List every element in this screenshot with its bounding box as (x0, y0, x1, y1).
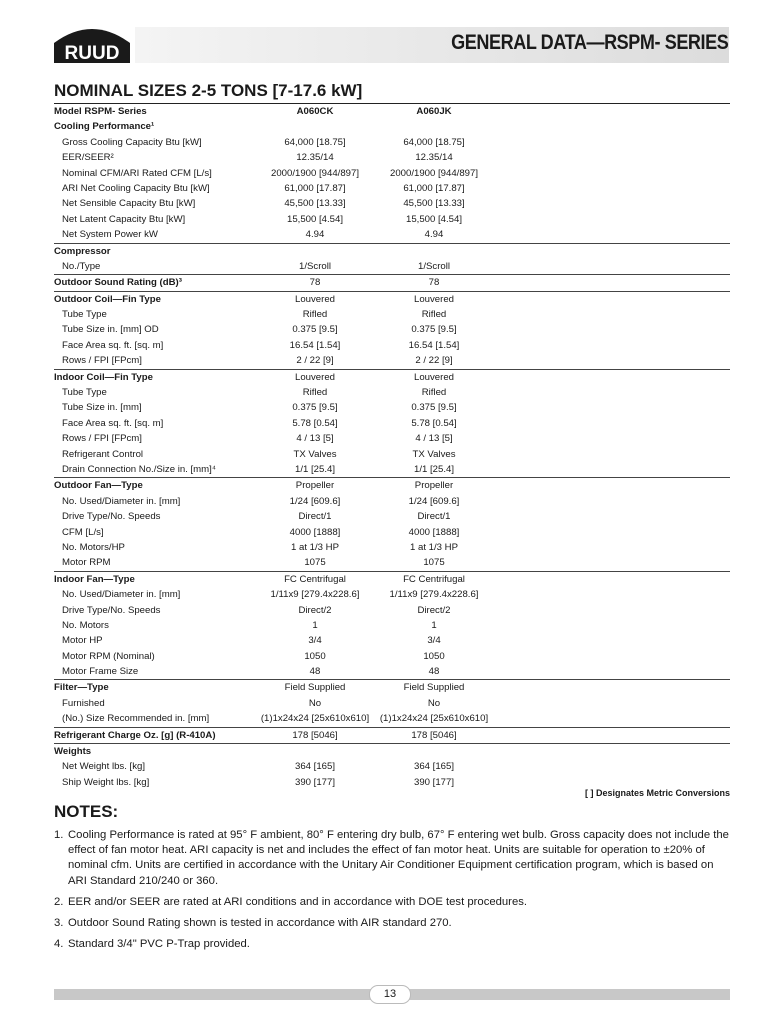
cell-a060ck: 1 (312, 619, 318, 631)
table-row (54, 338, 730, 353)
row-label: Gross Cooling Capacity Btu [kW] (62, 136, 202, 148)
cell-a060jk: FC Centrifugal (403, 573, 465, 585)
cell-a060jk: 45,500 [13.33] (403, 198, 465, 210)
table-row (54, 166, 730, 181)
table-row (54, 353, 730, 368)
cell-a060jk: 364 [165] (413, 761, 454, 773)
table-row (54, 743, 730, 759)
cell-a060jk: TX Valves (412, 448, 456, 460)
row-label: Nominal CFM/ARI Rated CFM [L/s] (62, 167, 212, 179)
table-row (54, 727, 730, 743)
table-row (54, 307, 730, 322)
cell-a060ck: Rifled (302, 309, 328, 321)
row-label: No. Motors (62, 619, 109, 631)
row-label: Motor RPM (Nominal) (62, 650, 155, 662)
row-label: (No.) Size Recommended in. [mm] (62, 713, 210, 725)
cell-a060ck: Field Supplied (284, 682, 346, 694)
cell-a060jk: 1 (431, 619, 437, 631)
cell-a060ck: TX Valves (293, 448, 337, 460)
cell-a060jk: 1/11x9 [279.4x228.6] (389, 589, 479, 601)
cell-a060ck: 64,000 [18.75] (284, 136, 346, 148)
note-text: Standard 3/4" PVC P-Trap provided. (68, 938, 250, 951)
cell-a060ck: 16.54 [1.54] (289, 339, 341, 351)
row-label: Compressor (54, 245, 111, 257)
row-label: Filter—Type (54, 682, 109, 694)
table-row (54, 587, 730, 602)
table-row (54, 259, 730, 274)
row-label: Cooling Performance¹ (54, 121, 155, 133)
section-title: NOMINAL SIZES 2-5 TONS [7-17.6 kW] (54, 81, 363, 100)
cell-a060jk: A060JK (416, 106, 452, 117)
cell-a060jk: 390 [177] (413, 776, 454, 788)
row-label: Tube Type (62, 309, 107, 321)
cell-a060jk: Louvered (413, 293, 454, 305)
cell-a060ck: 364 [165] (294, 761, 335, 773)
cell-a060ck: FC Centrifugal (284, 573, 346, 585)
row-label: Motor HP (62, 635, 103, 647)
cell-a060ck: 178 [5046] (292, 729, 338, 741)
row-label: CFM [L/s] (62, 526, 104, 538)
cell-a060jk: Propeller (414, 480, 454, 492)
cell-a060ck: 3/4 (308, 635, 322, 647)
cell-a060jk: 2000/1900 [944/897] (389, 167, 479, 179)
cell-a060ck: A060CK (296, 106, 334, 117)
row-label: Indoor Coil—Fin Type (54, 371, 153, 383)
note-item (54, 916, 734, 931)
cell-a060ck: 4.94 (305, 229, 325, 241)
table-row (54, 509, 730, 524)
table-row (54, 462, 730, 477)
table-row (54, 618, 730, 633)
ruud-logo (54, 23, 130, 67)
note-text: Outdoor Sound Rating shown is tested in accordance with AIR standard 270. (68, 917, 452, 930)
table-row (54, 711, 730, 726)
row-label: Net Latent Capacity Btu [kW] (62, 213, 186, 225)
cell-a060jk: 1/1 [25.4] (413, 463, 454, 475)
cell-a060ck: 2000/1900 [944/897] (270, 167, 360, 179)
cell-a060jk: 78 (428, 277, 440, 289)
table-row (54, 400, 730, 415)
cell-a060ck: 0.375 [9.5] (292, 402, 338, 414)
cell-a060ck: 15,500 [4.54] (286, 213, 343, 225)
cell-a060jk: 15,500 [4.54] (405, 213, 462, 225)
table-row (54, 212, 730, 227)
row-label: Furnished (62, 697, 105, 709)
row-label: Motor Frame Size (62, 666, 139, 678)
cell-a060jk: 1075 (423, 557, 445, 569)
cell-a060jk: 3/4 (427, 635, 441, 647)
row-label: Tube Type (62, 387, 107, 399)
notes-title: NOTES: (54, 802, 119, 821)
table-row (54, 227, 730, 242)
table-row (54, 477, 730, 493)
note-number: 1. (54, 829, 64, 841)
cell-a060ck: 4 / 13 [5] (296, 433, 334, 445)
metric-conversion-note: [ ] Designates Metric Conversions (584, 788, 730, 798)
row-label: Tube Size in. [mm] OD (62, 324, 159, 336)
cell-a060ck: Louvered (294, 371, 335, 383)
row-label: Motor RPM (62, 557, 111, 569)
cell-a060jk: 1 at 1/3 HP (410, 541, 458, 553)
note-number: 4. (54, 938, 64, 951)
page-title: GENERAL DATA—RSPM- SERIES (450, 31, 728, 54)
table-row (54, 540, 730, 555)
cell-a060jk: 48 (428, 666, 440, 678)
table-row (54, 679, 730, 695)
cell-a060ck: 1075 (304, 557, 326, 569)
table-row (54, 431, 730, 446)
cell-a060jk: Field Supplied (403, 682, 465, 694)
cell-a060ck: 61,000 [17.87] (284, 182, 346, 194)
note-item (54, 895, 734, 910)
table-row (54, 571, 730, 587)
row-label: No. Used/Diameter in. [mm] (62, 495, 181, 507)
cell-a060jk: No (427, 697, 441, 709)
table-row (54, 494, 730, 509)
table-row (54, 664, 730, 679)
table-row (54, 633, 730, 648)
cell-a060jk: 1/24 [609.6] (408, 495, 460, 507)
table-row (54, 322, 730, 337)
cell-a060ck: 390 [177] (294, 776, 335, 788)
note-item (54, 937, 734, 952)
cell-a060jk: 5.78 [0.54] (411, 417, 457, 429)
cell-a060ck: 48 (309, 666, 321, 678)
cell-a060jk: 64,000 [18.75] (403, 136, 465, 148)
cell-a060ck: 0.375 [9.5] (292, 324, 338, 336)
row-label: EER/SEER² (62, 152, 114, 164)
cell-a060jk: Rifled (421, 387, 447, 399)
table-row (54, 274, 730, 290)
table-row (54, 243, 730, 259)
cell-a060ck: 1/24 [609.6] (289, 495, 341, 507)
cell-a060jk: 4.94 (424, 229, 444, 241)
table-row (54, 696, 730, 711)
cell-a060jk: 4000 [1888] (408, 526, 460, 538)
notes-list (54, 828, 734, 958)
row-label: Face Area sq. ft. [sq. m] (62, 339, 164, 351)
table-row (54, 759, 730, 774)
row-label: Indoor Fan—Type (54, 573, 135, 585)
cell-a060jk: 16.54 [1.54] (408, 339, 460, 351)
cell-a060jk: 12.35/14 (415, 152, 453, 164)
spec-table (54, 103, 730, 790)
cell-a060ck: 1/11x9 [279.4x228.6] (270, 589, 360, 601)
note-number: 2. (54, 895, 64, 908)
cell-a060ck: 1/Scroll (299, 260, 331, 272)
table-row (54, 181, 730, 196)
row-label: Drive Type/No. Speeds (62, 604, 161, 616)
row-label: Drain Connection No./Size in. [mm]⁴ (62, 463, 216, 475)
row-label: Net Sensible Capacity Btu [kW] (62, 198, 196, 210)
page-number: 13 (369, 985, 411, 1004)
table-row (54, 416, 730, 431)
cell-a060jk: 4 / 13 [5] (415, 433, 453, 445)
cell-a060ck: No (308, 697, 322, 709)
cell-a060jk: Rifled (421, 309, 447, 321)
cell-a060ck: Direct/1 (298, 511, 332, 523)
note-text: EER and/or SEER are rated at ARI conditions and in accordance with DOE test procedures. (68, 895, 528, 908)
cell-a060ck: 1/1 [25.4] (294, 463, 335, 475)
row-label: Model RSPM- Series (54, 106, 147, 117)
cell-a060ck: Rifled (302, 387, 328, 399)
cell-a060jk: 0.375 [9.5] (411, 324, 457, 336)
note-item (54, 828, 734, 889)
cell-a060ck: 5.78 [0.54] (292, 417, 338, 429)
table-row (54, 385, 730, 400)
cell-a060ck: Direct/2 (298, 604, 332, 616)
note-number: 3. (54, 917, 64, 930)
cell-a060jk: 0.375 [9.5] (411, 402, 457, 414)
note-text: Cooling Performance is rated at 95° F ambient, 80° F entering dry bulb, 67° F entering wet bulb. Gross capacity does not include the effect of fan motor heat. ARI capacity is net and includes the effect of fan motor heat. Units are suitable for operation to ±20% of nominal cfm. Units are certified in accordance with the Unitary Air Conditioner Equipment certification program, which is based on ARI Standard 210/240 or 360. (68, 829, 729, 887)
row-label: No. Used/Diameter in. [mm] (62, 589, 181, 601)
row-label: Face Area sq. ft. [sq. m] (62, 417, 164, 429)
table-row (54, 104, 730, 119)
cell-a060ck: Louvered (294, 293, 335, 305)
cell-a060jk: Direct/1 (417, 511, 451, 523)
cell-a060jk: 1050 (423, 650, 445, 662)
row-label: Outdoor Coil—Fin Type (54, 293, 161, 305)
cell-a060ck: 78 (309, 277, 321, 289)
cell-a060jk: 1/Scroll (418, 260, 450, 272)
cell-a060ck: Propeller (295, 480, 335, 492)
row-label: Rows / FPI [FPcm] (62, 433, 142, 445)
table-row (54, 603, 730, 618)
row-label: Drive Type/No. Speeds (62, 511, 161, 523)
table-row (54, 291, 730, 307)
row-label: Outdoor Sound Rating (dB)³ (54, 277, 182, 289)
row-label: No. Motors/HP (62, 541, 125, 553)
cell-a060ck: 45,500 [13.33] (284, 198, 346, 210)
row-label: Outdoor Fan—Type (54, 480, 143, 492)
cell-a060ck: 1 at 1/3 HP (291, 541, 339, 553)
row-label: No./Type (62, 260, 101, 272)
table-row (54, 447, 730, 462)
table-row (54, 369, 730, 385)
row-label: ARI Net Cooling Capacity Btu [kW] (62, 182, 210, 194)
cell-a060ck: 2 / 22 [9] (296, 355, 334, 367)
logo-text: RUUD (64, 43, 120, 64)
cell-a060jk: 178 [5046] (411, 729, 457, 741)
cell-a060jk: Louvered (413, 371, 454, 383)
cell-a060ck: 1050 (304, 650, 326, 662)
table-row (54, 135, 730, 150)
cell-a060jk: 61,000 [17.87] (403, 182, 465, 194)
cell-a060jk: Direct/2 (417, 604, 451, 616)
cell-a060ck: (1)1x24x24 [25x610x610] (260, 713, 370, 725)
row-label: Rows / FPI [FPcm] (62, 355, 142, 367)
cell-a060jk: (1)1x24x24 [25x610x610] (379, 713, 489, 725)
row-label: Net Weight lbs. [kg] (62, 761, 146, 773)
cell-a060jk: 2 / 22 [9] (415, 355, 453, 367)
table-row (54, 119, 730, 134)
row-label: Ship Weight lbs. [kg] (62, 776, 150, 788)
row-label: Weights (54, 746, 92, 758)
cell-a060ck: 4000 [1888] (289, 526, 341, 538)
table-row (54, 196, 730, 211)
table-row (54, 150, 730, 165)
row-label: Tube Size in. [mm] (62, 402, 142, 414)
row-label: Net System Power kW (62, 229, 158, 241)
table-row (54, 525, 730, 540)
table-row (54, 649, 730, 664)
row-label: Refrigerant Charge Oz. [g] (R-410A) (54, 729, 216, 741)
row-label: Refrigerant Control (62, 448, 144, 460)
cell-a060ck: 12.35/14 (296, 152, 334, 164)
table-row (54, 555, 730, 570)
